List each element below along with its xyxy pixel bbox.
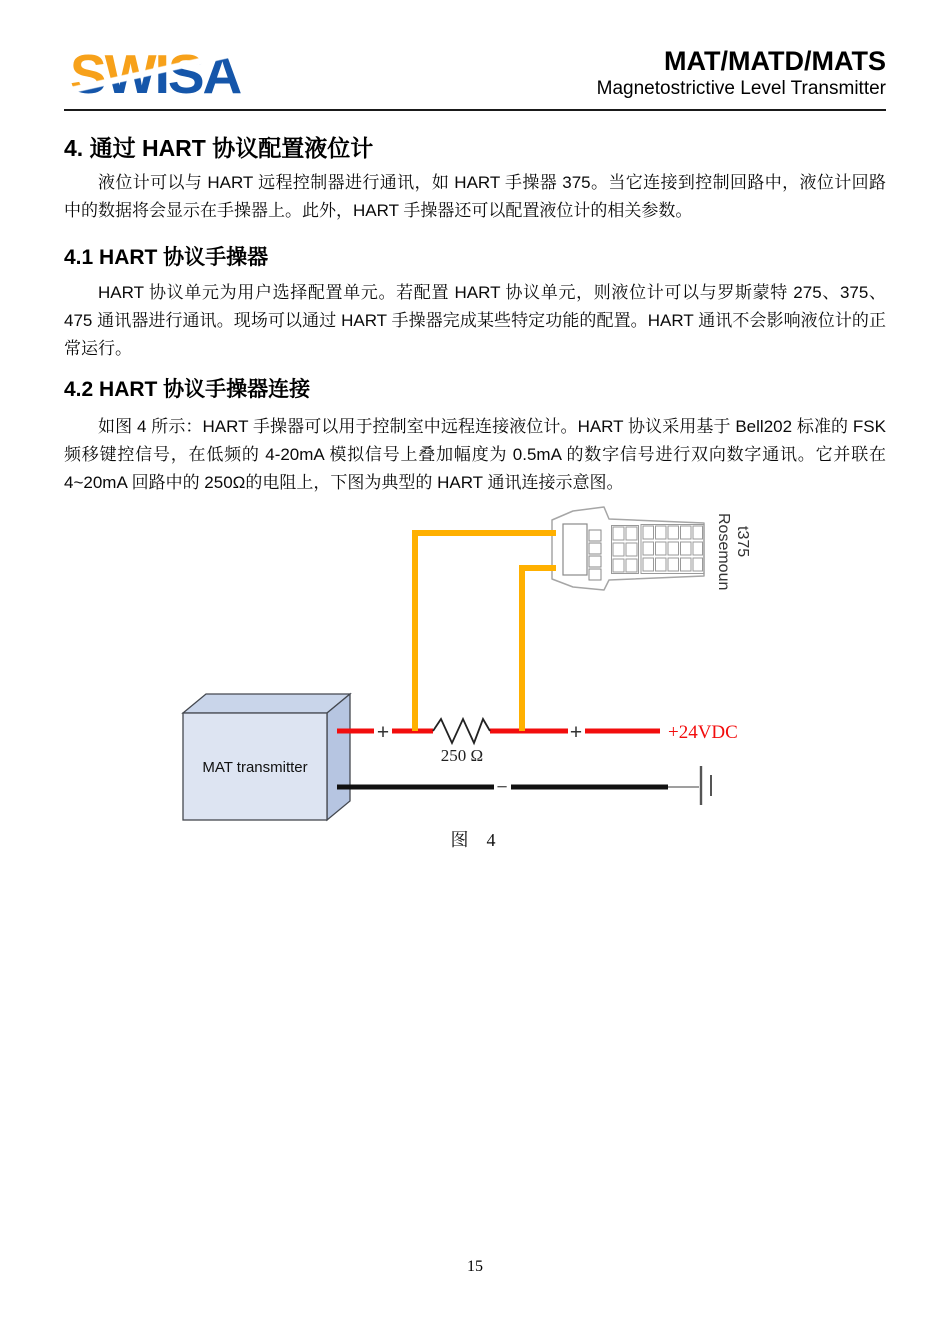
- product-subtitle: Magnetostrictive Level Transmitter: [596, 78, 886, 99]
- numeric-keypad-grid: [641, 525, 704, 574]
- key: [589, 543, 601, 554]
- key: [656, 542, 667, 555]
- section-4-paragraph: 液位计可以与 HART 远程控制器进行通讯，如 HART 手操器 375。当它连接到控制回路中，液位计回路中的数据将会显示在手操器上。此外，HART 手操器还可以配置液位计的相关参数。: [64, 173, 886, 220]
- key: [668, 558, 679, 571]
- minus-mark: −: [496, 777, 508, 798]
- key: [626, 527, 637, 540]
- key: [626, 559, 637, 572]
- key: [681, 526, 692, 539]
- hart-connection-diagram: [0, 500, 950, 860]
- key: [693, 542, 703, 555]
- key: [681, 558, 692, 571]
- supply-voltage-label: +24VDC: [668, 722, 738, 743]
- key: [693, 558, 703, 571]
- key: [643, 558, 654, 571]
- resistor-250-ohm: [433, 719, 490, 765]
- handheld-screen: [563, 524, 587, 575]
- key: [589, 569, 601, 580]
- key: [656, 558, 667, 571]
- mat-transmitter-box: [183, 694, 350, 820]
- key: [668, 526, 679, 539]
- key: [613, 543, 624, 556]
- hart-lead-wire-2: [522, 568, 556, 731]
- key: [589, 530, 601, 541]
- hart-handheld-device: [552, 507, 751, 590]
- section-4-2-paragraph: 如图 4 所示：HART 手操器可以用于控制室中远程连接液位计。HART 协议采用基于 Bell202 标准的 FSK 频移键控信号，在低频的 4-20mA 模拟信号上叠加幅度为 0.5mA 的数字信号进行双向数字通讯。它并联在 4~20mA 回路中的 250Ω的电阻上，下图为典型的 HART 通讯连接示意图。: [64, 417, 886, 492]
- key: [613, 527, 624, 540]
- figure-caption: 图 4: [450, 830, 496, 850]
- plus-mark-left: +: [376, 721, 390, 744]
- hart-leads: [415, 533, 556, 731]
- key: [613, 559, 624, 572]
- page-number: 15: [467, 1258, 483, 1275]
- key: [643, 542, 654, 555]
- key: [681, 542, 692, 555]
- resistor-zigzag-symbol: [433, 719, 490, 743]
- header-rule: [64, 109, 886, 111]
- key: [589, 556, 601, 567]
- logo-text: SWISA: [70, 43, 241, 105]
- hart-lead-wire-1: [415, 533, 556, 731]
- product-title: MAT/MATD/MATS: [664, 46, 886, 76]
- section-heading-4-2: 4.2 HART 协议手操器连接: [64, 378, 311, 401]
- section-heading-4-1: 4.1 HART 协议手操器: [64, 246, 269, 269]
- box-side-face: [327, 694, 350, 820]
- device-label-line1: Rosemoun: [715, 513, 732, 591]
- box-top-face: [183, 694, 350, 713]
- section-heading-4: 4. 通过 HART 协议配置液位计: [64, 135, 374, 161]
- key: [656, 526, 667, 539]
- key: [693, 526, 703, 539]
- plus-mark-right: +: [569, 721, 583, 744]
- negative-wire: [337, 766, 711, 805]
- device-label-line2: t375: [734, 526, 751, 558]
- transmitter-label: MAT transmitter: [202, 759, 308, 776]
- positive-wire: [337, 721, 660, 744]
- key: [643, 526, 654, 539]
- section-4-1-paragraph: HART 协议单元为用户选择配置单元。若配置 HART 协议单元，则液位计可以与罗斯蒙特 275、375、475 通讯器进行通讯。现场可以通过 HART 手操器完成某些特定功能的配置。HART 通讯不会影响液位计的正常运行。: [64, 283, 886, 358]
- resistor-label: 250 Ω: [440, 746, 484, 765]
- key: [626, 543, 637, 556]
- swisa-logo: [70, 40, 265, 106]
- key: [668, 542, 679, 555]
